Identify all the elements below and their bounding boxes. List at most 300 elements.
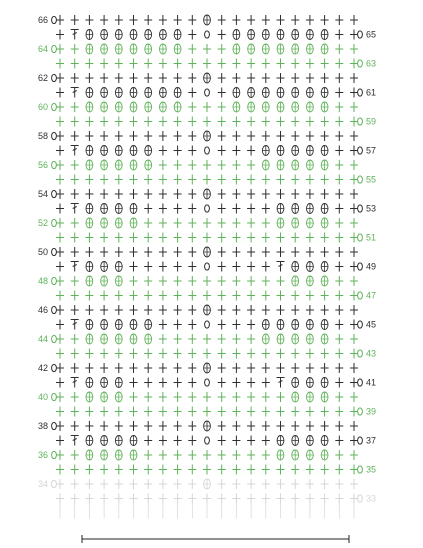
bobble-stitch <box>307 392 314 402</box>
single-crochet-stitch <box>218 175 226 185</box>
single-crochet-stitch <box>100 73 108 83</box>
double-crochet-stitch <box>71 88 79 98</box>
single-crochet-stitch <box>174 349 182 359</box>
single-crochet-stitch <box>100 233 108 243</box>
single-crochet-stitch <box>350 15 358 25</box>
chain-stitch <box>358 263 363 270</box>
single-crochet-stitch <box>130 15 138 25</box>
bobble-cross <box>278 204 284 214</box>
single-crochet-stitch <box>174 407 182 417</box>
bobble-cross <box>292 160 298 170</box>
single-crochet-stitch <box>174 204 182 214</box>
bobble-cross <box>86 88 92 98</box>
single-crochet-stitch <box>71 233 79 243</box>
single-crochet-stitch <box>350 363 358 373</box>
double-crochet-stitch <box>71 146 79 156</box>
bobble-stitch <box>292 88 299 98</box>
bobble-stitch <box>292 204 299 214</box>
single-crochet-stitch <box>188 218 196 228</box>
bobble-stitch <box>321 146 328 156</box>
single-crochet-stitch <box>350 102 358 112</box>
single-crochet-stitch <box>71 421 79 431</box>
single-crochet-stitch <box>232 73 240 83</box>
single-crochet-stitch <box>85 73 93 83</box>
single-crochet-stitch <box>115 59 123 69</box>
bobble-cross <box>145 44 151 54</box>
single-crochet-stitch <box>174 334 182 344</box>
single-crochet-stitch <box>321 233 329 243</box>
single-crochet-stitch <box>71 494 79 504</box>
bobble-stitch <box>204 131 211 141</box>
single-crochet-stitch <box>85 479 93 489</box>
single-crochet-stitch <box>247 247 255 257</box>
row-number-33: 33 <box>366 493 377 504</box>
single-crochet-stitch <box>321 291 329 301</box>
single-crochet-stitch <box>174 436 182 446</box>
bobble-stitch <box>115 436 122 446</box>
single-crochet-stitch <box>218 262 226 272</box>
single-crochet-stitch <box>174 73 182 83</box>
single-crochet-stitch <box>71 349 79 359</box>
row-number-46: 46 <box>37 305 48 315</box>
single-crochet-stitch <box>159 392 167 402</box>
single-crochet-stitch <box>144 407 152 417</box>
single-crochet-stitch <box>247 421 255 431</box>
bobble-stitch <box>101 320 108 330</box>
single-crochet-stitch <box>159 479 167 489</box>
single-crochet-stitch <box>321 407 329 417</box>
bobble-cross <box>307 320 313 330</box>
single-crochet-stitch <box>159 334 167 344</box>
single-crochet-stitch <box>130 479 138 489</box>
single-crochet-stitch <box>350 276 358 286</box>
bobble-stitch <box>262 88 269 98</box>
chain-stitch <box>358 437 363 444</box>
single-crochet-stitch <box>218 233 226 243</box>
single-crochet-stitch <box>277 479 285 489</box>
bobble-cross <box>307 44 313 54</box>
single-crochet-stitch <box>203 334 211 344</box>
row-number-64: 64 <box>37 44 48 54</box>
row-number-59: 59 <box>366 116 377 127</box>
single-crochet-stitch <box>218 465 226 475</box>
single-crochet-stitch <box>56 189 64 199</box>
bobble-cross <box>204 189 210 199</box>
single-crochet-stitch <box>218 189 226 199</box>
single-crochet-stitch <box>188 102 196 112</box>
row-56 <box>38 160 358 170</box>
single-crochet-stitch <box>130 305 138 315</box>
bobble-cross <box>145 334 151 344</box>
bobble-cross <box>307 378 313 388</box>
single-crochet-stitch <box>203 44 211 54</box>
single-crochet-stitch <box>247 378 255 388</box>
single-crochet-stitch <box>188 146 196 156</box>
bobble-cross <box>292 102 298 112</box>
bobble-stitch <box>130 334 137 344</box>
bobble-cross <box>131 88 137 98</box>
single-crochet-stitch <box>306 117 314 127</box>
bobble-stitch <box>307 334 314 344</box>
single-crochet-stitch <box>159 349 167 359</box>
row-37 <box>56 436 376 446</box>
single-crochet-stitch <box>188 291 196 301</box>
single-crochet-stitch <box>232 218 240 228</box>
single-crochet-stitch <box>218 305 226 315</box>
single-crochet-stitch <box>56 160 64 170</box>
single-crochet-stitch <box>203 407 211 417</box>
row-number-58: 58 <box>37 131 48 141</box>
double-crochet-stitch <box>71 262 79 272</box>
single-crochet-stitch <box>350 204 358 214</box>
single-crochet-stitch <box>232 378 240 388</box>
single-crochet-stitch <box>291 407 299 417</box>
single-crochet-stitch <box>232 334 240 344</box>
row-number-35: 35 <box>366 464 377 475</box>
bobble-cross <box>292 30 298 40</box>
single-crochet-stitch <box>203 349 211 359</box>
bobble-stitch <box>307 146 314 156</box>
bobble-stitch <box>86 88 93 98</box>
single-crochet-stitch <box>277 363 285 373</box>
bobble-cross <box>204 73 210 83</box>
single-crochet-stitch <box>188 30 196 40</box>
single-crochet-stitch <box>306 421 314 431</box>
single-crochet-stitch <box>174 218 182 228</box>
row-number-52: 52 <box>37 218 48 228</box>
single-crochet-stitch <box>188 305 196 315</box>
bobble-stitch <box>307 276 314 286</box>
single-crochet-stitch <box>144 305 152 315</box>
single-crochet-stitch <box>262 117 270 127</box>
bobble-stitch <box>248 102 255 112</box>
single-crochet-stitch <box>174 233 182 243</box>
single-crochet-stitch <box>188 59 196 69</box>
row-54 <box>38 189 358 199</box>
single-crochet-stitch <box>218 146 226 156</box>
bobble-stitch <box>86 204 93 214</box>
single-crochet-stitch <box>174 320 182 330</box>
single-crochet-stitch <box>188 450 196 460</box>
bobble-stitch <box>174 88 181 98</box>
double-crochet-stitch <box>71 436 79 446</box>
bobble-stitch <box>115 392 122 402</box>
single-crochet-stitch <box>174 189 182 199</box>
single-crochet-stitch <box>159 465 167 475</box>
single-crochet-stitch <box>350 262 358 272</box>
single-crochet-stitch <box>277 15 285 25</box>
single-crochet-stitch <box>71 44 79 54</box>
row-number-40: 40 <box>37 392 48 402</box>
chain-stitch <box>52 190 57 197</box>
single-crochet-stitch <box>291 305 299 315</box>
single-crochet-stitch <box>218 479 226 489</box>
chain-stitch <box>358 31 363 38</box>
single-crochet-stitch <box>232 407 240 417</box>
single-crochet-stitch <box>350 247 358 257</box>
bobble-stitch <box>277 30 284 40</box>
single-crochet-stitch <box>56 204 64 214</box>
single-crochet-stitch <box>203 291 211 301</box>
bobble-cross <box>101 262 107 272</box>
single-crochet-stitch <box>203 160 211 170</box>
bobble-stitch <box>101 146 108 156</box>
single-crochet-stitch <box>247 146 255 156</box>
bobble-stitch <box>307 102 314 112</box>
bobble-cross <box>116 436 122 446</box>
single-crochet-stitch <box>174 378 182 388</box>
bobble-cross <box>322 262 328 272</box>
chain-stitch <box>205 263 210 270</box>
bobble-stitch <box>101 436 108 446</box>
single-crochet-stitch <box>247 349 255 359</box>
bobble-stitch <box>292 378 299 388</box>
bobble-cross <box>101 334 107 344</box>
bobble-stitch <box>262 102 269 112</box>
bobble-stitch <box>292 276 299 286</box>
single-crochet-stitch <box>115 479 123 489</box>
single-crochet-stitch <box>232 233 240 243</box>
bobble-stitch <box>86 218 93 228</box>
single-crochet-stitch <box>130 349 138 359</box>
chain-stitch <box>358 234 363 241</box>
bobble-stitch <box>321 450 328 460</box>
row-51 <box>56 233 376 243</box>
bobble-cross <box>86 378 92 388</box>
single-crochet-stitch <box>159 494 167 504</box>
single-crochet-stitch <box>159 378 167 388</box>
bobble-stitch <box>292 44 299 54</box>
single-crochet-stitch <box>144 15 152 25</box>
single-crochet-stitch <box>174 494 182 504</box>
row-33 <box>56 494 376 504</box>
single-crochet-stitch <box>291 465 299 475</box>
chain-stitch <box>358 321 363 328</box>
row-50 <box>38 247 358 257</box>
bobble-cross <box>278 88 284 98</box>
single-crochet-stitch <box>306 349 314 359</box>
single-crochet-stitch <box>232 175 240 185</box>
single-crochet-stitch <box>291 479 299 489</box>
single-crochet-stitch <box>232 436 240 446</box>
bobble-stitch <box>248 30 255 40</box>
single-crochet-stitch <box>306 494 314 504</box>
single-crochet-stitch <box>159 146 167 156</box>
single-crochet-stitch <box>56 349 64 359</box>
single-crochet-stitch <box>247 479 255 489</box>
bobble-cross <box>116 44 122 54</box>
single-crochet-stitch <box>247 117 255 127</box>
bobble-stitch <box>145 320 152 330</box>
row-35 <box>56 465 376 475</box>
single-crochet-stitch <box>203 102 211 112</box>
single-crochet-stitch <box>335 436 343 446</box>
bobble-stitch <box>321 262 328 272</box>
bobble-cross <box>278 44 284 54</box>
bobble-cross <box>204 363 210 373</box>
bobble-stitch <box>277 450 284 460</box>
single-crochet-stitch <box>350 378 358 388</box>
bobble-cross <box>263 44 269 54</box>
single-crochet-stitch <box>85 175 93 185</box>
bobble-cross <box>116 102 122 112</box>
single-crochet-stitch <box>85 117 93 127</box>
single-crochet-stitch <box>247 494 255 504</box>
single-crochet-stitch <box>174 262 182 272</box>
bobble-cross <box>278 218 284 228</box>
row-number-49: 49 <box>366 261 377 272</box>
bobble-cross <box>322 276 328 286</box>
chain-stitch <box>358 60 363 67</box>
single-crochet-stitch <box>291 233 299 243</box>
single-crochet-stitch <box>321 175 329 185</box>
single-crochet-stitch <box>174 59 182 69</box>
single-crochet-stitch <box>335 88 343 98</box>
single-crochet-stitch <box>335 378 343 388</box>
bobble-stitch <box>292 436 299 446</box>
single-crochet-stitch <box>262 276 270 286</box>
single-crochet-stitch <box>144 175 152 185</box>
single-crochet-stitch <box>130 131 138 141</box>
chain-stitch <box>52 248 57 255</box>
bobble-stitch <box>101 44 108 54</box>
single-crochet-stitch <box>321 494 329 504</box>
bobble-cross <box>101 102 107 112</box>
single-crochet-stitch <box>262 233 270 243</box>
bobble-stitch <box>145 146 152 156</box>
single-crochet-stitch <box>232 392 240 402</box>
single-crochet-stitch <box>247 407 255 417</box>
single-crochet-stitch <box>350 479 358 489</box>
single-crochet-stitch <box>277 131 285 141</box>
single-crochet-stitch <box>174 131 182 141</box>
bobble-cross <box>160 102 166 112</box>
single-crochet-stitch <box>218 407 226 417</box>
single-crochet-stitch <box>174 247 182 257</box>
bobble-cross <box>322 218 328 228</box>
single-crochet-stitch <box>56 175 64 185</box>
row-number-38: 38 <box>37 421 48 431</box>
single-crochet-stitch <box>71 465 79 475</box>
bobble-stitch <box>86 392 93 402</box>
bobble-cross <box>86 218 92 228</box>
single-crochet-stitch <box>262 175 270 185</box>
bobble-cross <box>292 146 298 156</box>
chain-stitch <box>52 451 57 458</box>
bobble-stitch <box>86 334 93 344</box>
bobble-cross <box>292 204 298 214</box>
single-crochet-stitch <box>159 407 167 417</box>
single-crochet-stitch <box>262 247 270 257</box>
bobble-cross <box>307 262 313 272</box>
single-crochet-stitch <box>71 189 79 199</box>
single-crochet-stitch <box>56 305 64 315</box>
bobble-stitch <box>321 276 328 286</box>
single-crochet-stitch <box>100 131 108 141</box>
row-number-51: 51 <box>366 232 377 243</box>
single-crochet-stitch <box>188 421 196 431</box>
single-crochet-stitch <box>247 305 255 315</box>
bobble-stitch <box>277 320 284 330</box>
row-43 <box>56 349 376 359</box>
single-crochet-stitch <box>218 320 226 330</box>
bobble-stitch <box>307 160 314 170</box>
single-crochet-stitch <box>56 73 64 83</box>
bobble-cross <box>86 146 92 156</box>
single-crochet-stitch <box>144 378 152 388</box>
single-crochet-stitch <box>100 15 108 25</box>
single-crochet-stitch <box>203 276 211 286</box>
bobble-cross <box>204 131 210 141</box>
bobble-cross <box>322 334 328 344</box>
bobble-stitch <box>115 146 122 156</box>
single-crochet-stitch <box>144 218 152 228</box>
single-crochet-stitch <box>130 189 138 199</box>
bobble-cross <box>116 30 122 40</box>
bobble-stitch <box>160 102 167 112</box>
bobble-stitch <box>174 102 181 112</box>
bobble-cross <box>263 160 269 170</box>
single-crochet-stitch <box>100 291 108 301</box>
single-crochet-stitch <box>56 479 64 489</box>
single-crochet-stitch <box>188 479 196 489</box>
single-crochet-stitch <box>232 59 240 69</box>
single-crochet-stitch <box>71 363 79 373</box>
single-crochet-stitch <box>350 494 358 504</box>
bobble-stitch <box>160 44 167 54</box>
single-crochet-stitch <box>144 59 152 69</box>
single-crochet-stitch <box>100 305 108 315</box>
single-crochet-stitch <box>350 30 358 40</box>
single-crochet-stitch <box>262 291 270 301</box>
bobble-stitch <box>292 262 299 272</box>
bobble-cross <box>307 436 313 446</box>
chain-stitch <box>358 379 363 386</box>
single-crochet-stitch <box>232 189 240 199</box>
bobble-cross <box>131 102 137 112</box>
bobble-stitch <box>277 146 284 156</box>
bobble-cross <box>145 30 151 40</box>
single-crochet-stitch <box>247 204 255 214</box>
bobble-stitch <box>101 450 108 460</box>
single-crochet-stitch <box>291 291 299 301</box>
bobble-stitch <box>101 160 108 170</box>
single-crochet-stitch <box>100 465 108 475</box>
single-crochet-stitch <box>306 465 314 475</box>
single-crochet-stitch <box>335 160 343 170</box>
chain-stitch <box>205 147 210 154</box>
bobble-stitch <box>277 204 284 214</box>
single-crochet-stitch <box>350 436 358 446</box>
single-crochet-stitch <box>71 73 79 83</box>
bobble-cross <box>86 44 92 54</box>
single-crochet-stitch <box>159 233 167 243</box>
single-crochet-stitch <box>350 59 358 69</box>
single-crochet-stitch <box>262 59 270 69</box>
single-crochet-stitch <box>335 131 343 141</box>
bobble-stitch <box>292 146 299 156</box>
bobble-stitch <box>115 160 122 170</box>
bobble-stitch <box>307 320 314 330</box>
single-crochet-stitch <box>56 407 64 417</box>
row-number-62: 62 <box>37 73 48 83</box>
bobble-cross <box>248 30 254 40</box>
bobble-stitch <box>307 30 314 40</box>
row-42 <box>38 363 358 373</box>
bobble-cross <box>86 334 92 344</box>
row-number-34: 34 <box>37 479 48 489</box>
single-crochet-stitch <box>115 349 123 359</box>
